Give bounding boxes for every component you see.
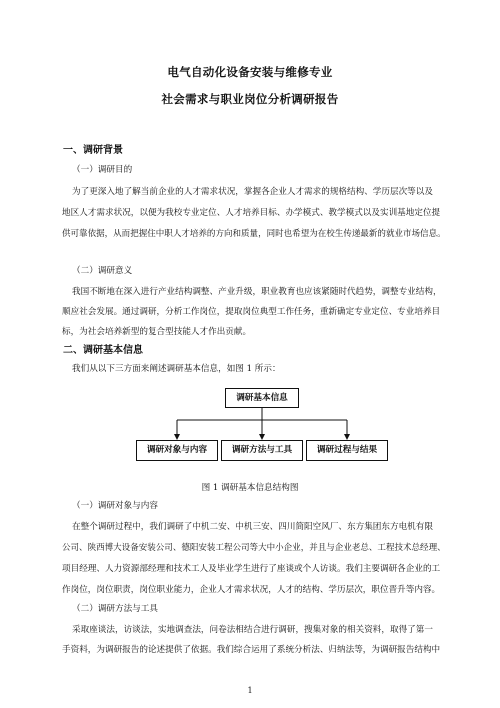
page-number: 1 xyxy=(247,686,253,695)
paragraph-line: 顺应社会发展。通过调研，分析工作岗位，提取岗位典型工作任务，重新确定专业定位、专业培养目 xyxy=(62,307,441,317)
section-heading-background: 一、调研背景 xyxy=(63,145,123,156)
figure-caption: 图 1 调研基本信息结构图 xyxy=(201,483,299,493)
diagram-child-label: 调研过程与结果 xyxy=(316,445,378,455)
paragraph-line: 作岗位，岗位职责，岗位职业能力，企业人才需求状况，人才的结构、学历层次，职位晋升等内容。 xyxy=(62,585,441,595)
diagram-child-box xyxy=(221,440,303,461)
paragraph-line: 我国不断地在深入进行产业结构调整、产业升级，职业教育也应该紧随时代趋势，调整专业结构， xyxy=(72,287,442,297)
diagram-child-box xyxy=(306,440,388,461)
paragraph-line: 项目经理、人力资源部经理和技术工人及毕业学生进行了座谈或个人访谈。我们主要调研各企业的工 xyxy=(62,564,441,574)
report-title-line-2: 社会需求与职业岗位分析调研报告 xyxy=(161,92,339,106)
paragraph-line: 标，为社会培养新型的复合型技能人才作出贡献。 xyxy=(62,327,252,337)
paragraph-line: 我们从以下三方面来阐述调研基本信息，如图 1 所示： xyxy=(72,364,281,374)
diagram-child-box xyxy=(136,440,218,461)
paragraph-line: 供可靠依据，从而把握住中职人才培养的方向和质量，同时也希望为在校生传递最新的就业市场信息。 xyxy=(62,229,446,239)
report-title-line-1: 电气自动化设备安装与维修专业 xyxy=(167,65,333,79)
subsection-heading-objects: （一）调研对象与内容 xyxy=(72,501,158,511)
section-heading-basic-info: 二、调研基本信息 xyxy=(63,345,143,356)
paragraph-line: 为了更深入地了解当前企业的人才需求状况，掌握各企业人才需求的规格结构、学历层次等以及 xyxy=(72,187,433,197)
diagram-root-box xyxy=(225,388,299,408)
structure-diagram xyxy=(0,380,500,480)
paragraph-line: 公司、陕西博大设备安装公司、德阳安装工程公司等大中小企业，并且与企业老总、工程技术总经理、 xyxy=(62,543,446,553)
paragraph-line: 采取座谈法，访谈法，实地调查法，问卷法相结合进行调研，搜集对象的相关资料，取得了第一 xyxy=(72,625,433,635)
subsection-heading-significance: （二）调研意义 xyxy=(72,266,133,276)
diagram-child-label: 调研对象与内容 xyxy=(146,445,208,455)
subsection-heading-methods: （二）调研方法与工具 xyxy=(72,604,158,614)
diagram-child-label: 调研方法与工具 xyxy=(231,445,293,455)
paragraph-line: 在整个调研过程中，我们调研了中机二安、中机三安、四川简阳空风厂、东方集团东方电机有限 xyxy=(72,522,433,532)
paragraph-line: 手资料，为调研报告的论述提供了依据。我们综合运用了系统分析法、归纳法等，为调研报告结构中 xyxy=(62,645,441,655)
subsection-heading-purpose: （一）调研目的 xyxy=(72,165,133,175)
diagram-root-label: 调研基本信息 xyxy=(236,393,288,403)
paragraph-line: 地区人才需求状况，以便为我校专业定位、人才培养目标、办学模式、教学模式以及实训基地定位提 xyxy=(62,208,441,218)
